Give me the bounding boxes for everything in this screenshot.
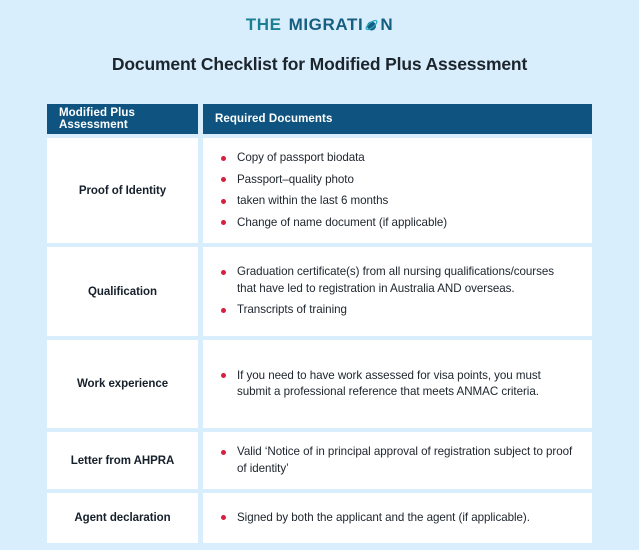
row-documents — [203, 340, 592, 428]
list-item-text: Copy of passport biodata — [237, 151, 365, 164]
bullet-icon — [221, 270, 226, 275]
row-documents — [203, 138, 592, 243]
row-documents — [203, 247, 592, 336]
row-label: Work experience — [47, 340, 198, 428]
bullet-icon — [221, 308, 226, 313]
document-list — [221, 444, 576, 477]
list-item — [221, 150, 576, 167]
list-item — [221, 172, 576, 189]
row-label: Letter from AHPRA — [47, 432, 198, 489]
list-item — [221, 264, 576, 297]
list-item-text: Valid ‘Notice of in principal approval of registration subject to proof of identity’ — [237, 445, 573, 475]
row-label: Agent declaration — [47, 493, 198, 543]
list-item-text: taken within the last 6 months — [237, 194, 389, 207]
brand-logo — [0, 16, 639, 33]
document-list — [221, 510, 576, 527]
table-row — [47, 340, 592, 428]
document-checklist-table — [47, 104, 592, 543]
list-item-text: Signed by both the applicant and the agent (if applicable). — [237, 510, 530, 524]
row-documents — [203, 493, 592, 543]
table-header-row — [47, 104, 592, 134]
bullet-icon — [221, 373, 226, 378]
column-header-assessment: Modified Plus Assessment — [47, 104, 198, 134]
list-item-text: Transcripts of training — [237, 303, 347, 317]
table-row — [47, 138, 592, 243]
bullet-icon — [221, 177, 226, 182]
table-row — [47, 493, 592, 543]
list-item — [221, 510, 576, 527]
document-list — [221, 264, 576, 319]
bullet-icon — [221, 156, 226, 161]
column-header-documents: Required Documents — [203, 104, 592, 134]
list-item-text: Passport–quality photo — [237, 172, 354, 186]
list-item — [221, 302, 576, 319]
bullet-icon — [221, 199, 226, 204]
list-item — [221, 193, 576, 210]
table-row — [47, 247, 592, 336]
list-item-text: If you need to have work assessed for visa points, you must submit a professional reference that meets ANMAC criteria. — [237, 368, 541, 398]
list-item — [221, 368, 576, 401]
bullet-icon — [221, 220, 226, 225]
brand-the-text: THE — [245, 15, 282, 34]
document-list — [221, 368, 576, 401]
list-item-text: Graduation certificate(s) from all nursing qualifications/courses that have led to registration in Australia AND overseas. — [237, 265, 555, 295]
document-list — [221, 150, 576, 231]
bullet-icon — [221, 450, 226, 455]
list-item — [221, 444, 576, 477]
row-label: Qualification — [47, 247, 198, 336]
row-label: Proof of Identity — [47, 138, 198, 243]
page-title: Document Checklist for Modified Plus Assessment — [111, 54, 528, 74]
table-row — [47, 432, 592, 489]
list-item-text: Change of name document (if applicable) — [237, 215, 448, 229]
brand-migration-text: MIGRATI — [288, 15, 364, 34]
bullet-icon — [221, 515, 226, 520]
brand-n-text: N — [380, 15, 394, 34]
row-documents — [203, 432, 592, 489]
list-item — [221, 215, 576, 232]
globe-orbit-icon — [364, 18, 379, 33]
